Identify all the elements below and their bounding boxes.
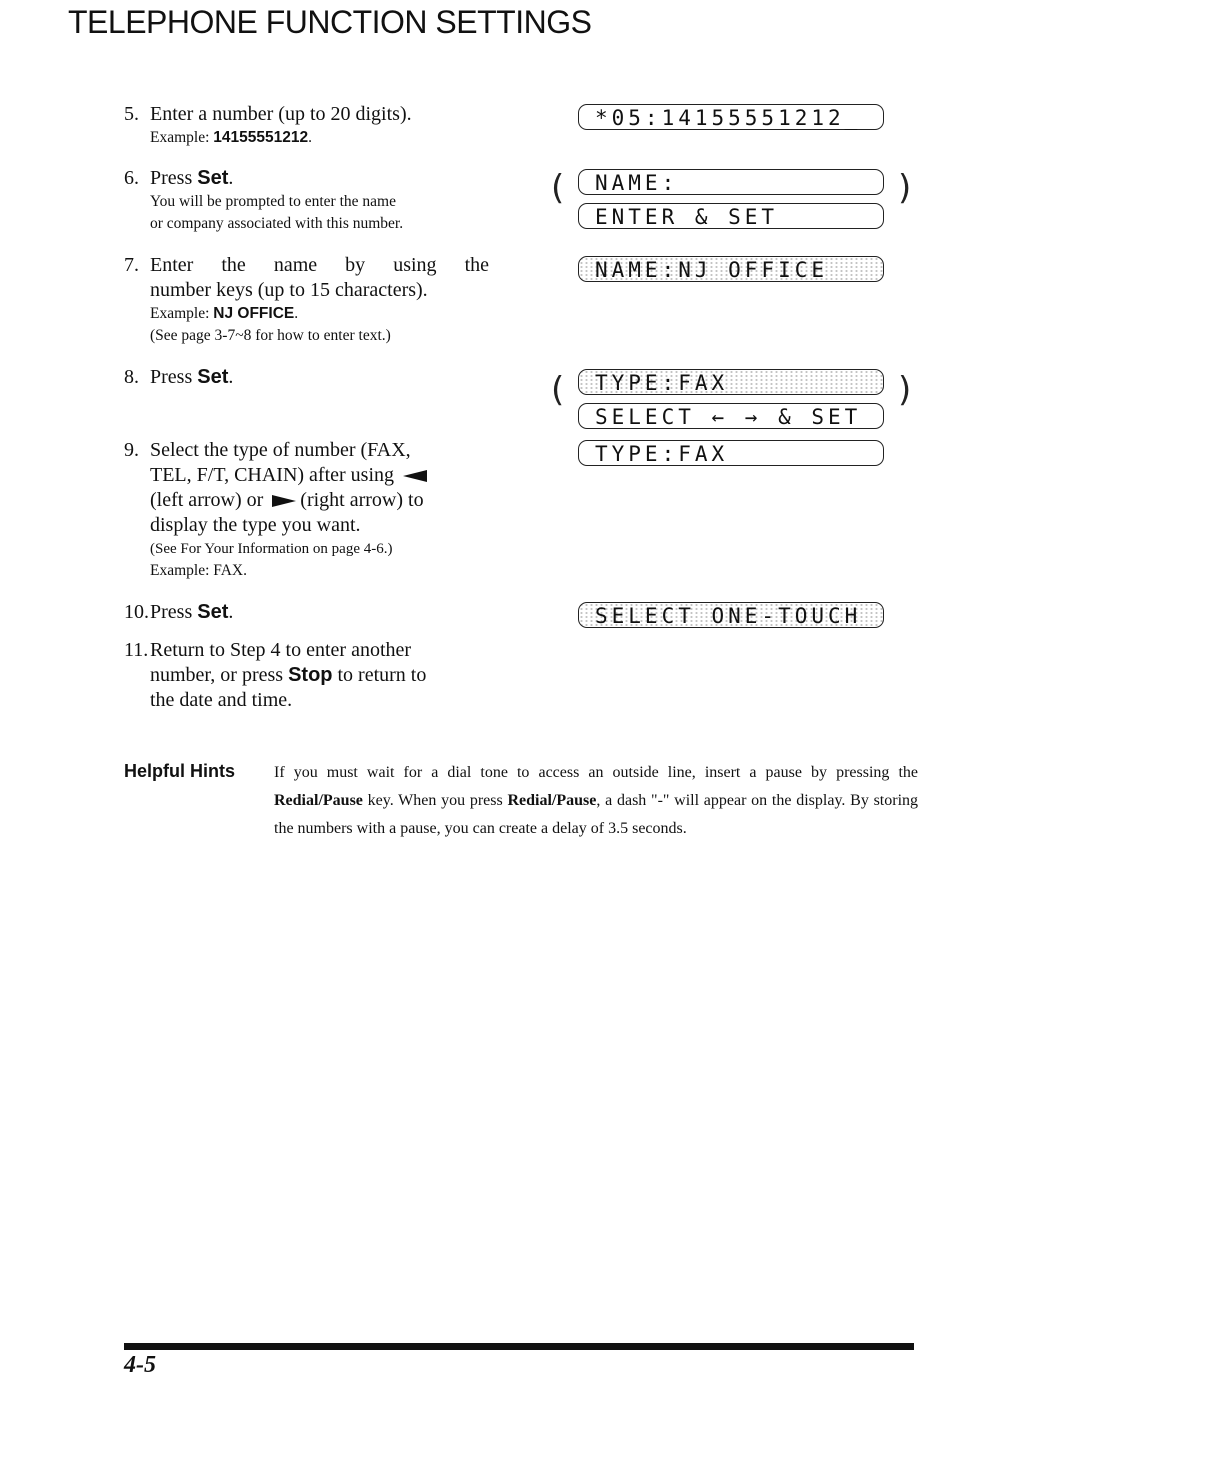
step-8 — [124, 365, 489, 390]
step-text: display the type you want. — [150, 514, 361, 536]
step-text: the date and time. — [150, 689, 293, 711]
stop-key-label: Stop — [288, 664, 333, 686]
step-number: 5. — [124, 103, 139, 125]
lcd-display-number: *05:14155551212_ — [578, 104, 884, 130]
step-11 — [124, 638, 489, 713]
lcd-display-select-one-touch: SELECT ONE-TOUCH — [578, 602, 884, 628]
helpful-hints-title: Helpful Hints — [124, 761, 235, 781]
step-text: (right arrow) to — [300, 489, 424, 511]
hint-text: key. When you press — [362, 792, 508, 809]
example-value: NJ OFFICE — [213, 305, 295, 322]
step-text: Select the type of number (FAX, — [150, 439, 411, 461]
step-text: Enter the name by using the — [150, 254, 489, 276]
step-number: 6. — [124, 167, 139, 189]
lcd-display-select-arrows: SELECT ← → & SET — [578, 403, 884, 429]
page-number: 4-5 — [124, 1352, 156, 1378]
step-text: number, or press — [150, 664, 289, 686]
step-text: (left arrow) or — [150, 489, 264, 511]
lcd-display-name-prompt: NAME: — [578, 169, 884, 195]
example-end: . — [308, 129, 312, 146]
step-text: Press — [150, 366, 198, 388]
step-note: You will be prompted to enter the name — [150, 193, 396, 210]
lcd-display-enter-set: ENTER & SET — [578, 203, 884, 229]
set-key-label: Set — [197, 601, 229, 623]
page-header: TELEPHONE FUNCTION SETTINGS — [68, 4, 592, 40]
step-text: Press — [150, 167, 198, 189]
cycle-bracket-left: ( — [551, 370, 565, 410]
example-label: Example: FAX. — [150, 562, 248, 579]
redial-pause-key-label: Redial/Pause — [507, 792, 597, 809]
step-6 — [124, 166, 489, 235]
hint-text: , a dash "-" will appear on the display. By storing the numbers with a pause, you can create a delay of 3.5 seconds. — [274, 792, 919, 837]
set-key-label: Set — [197, 366, 229, 388]
footer-rule — [124, 1343, 914, 1350]
cycle-bracket-right: ) — [898, 370, 912, 410]
step-number: 11. — [124, 639, 149, 661]
step-number: 10. — [124, 601, 149, 623]
step-number: 7. — [124, 254, 139, 276]
example-label: Example: — [150, 129, 214, 146]
cycle-bracket-left: ( — [551, 168, 565, 208]
helpful-hints-body — [274, 759, 918, 843]
lcd-display-type-fax: TYPE:FAX — [578, 369, 884, 395]
example-label: Example: — [150, 305, 214, 322]
step-number: 8. — [124, 366, 139, 388]
step-note: or company associated with this number. — [150, 215, 404, 232]
step-text: to return to — [332, 664, 427, 686]
step-text-end: . — [228, 601, 234, 623]
step-text-end: . — [228, 366, 234, 388]
step-text: number keys (up to 15 characters). — [150, 279, 428, 301]
cycle-bracket-right: ) — [898, 168, 912, 208]
step-number: 9. — [124, 439, 139, 461]
left-arrow-icon — [403, 470, 427, 482]
step-9 — [124, 438, 489, 582]
lcd-display-name-entry: NAME:NJ OFFICE — [578, 256, 884, 282]
redial-pause-key-label: Redial/Pause — [274, 792, 363, 809]
set-key-label: Set — [197, 167, 229, 189]
example-end: . — [294, 305, 299, 322]
step-text: Return to Step 4 to enter another — [150, 639, 412, 661]
see-reference: (See For Your Information on page 4-6.) — [150, 541, 393, 557]
step-text: TEL, F/T, CHAIN) after using — [150, 464, 395, 486]
lcd-display-type-result: TYPE:FAX — [578, 440, 884, 466]
right-arrow-icon — [272, 495, 296, 507]
see-reference: (See page 3-7~8 for how to enter text.) — [150, 327, 391, 344]
step-text: Enter a number (up to 20 digits). — [150, 103, 412, 125]
step-5 — [124, 102, 489, 149]
step-7 — [124, 253, 489, 347]
step-10 — [124, 600, 489, 625]
step-text: Press — [150, 601, 198, 623]
example-value: 14155551212 — [213, 129, 309, 146]
hint-text: If you must wait for a dial tone to access an outside line, insert a pause by pressing the — [274, 764, 918, 781]
step-text-end: . — [228, 167, 234, 189]
